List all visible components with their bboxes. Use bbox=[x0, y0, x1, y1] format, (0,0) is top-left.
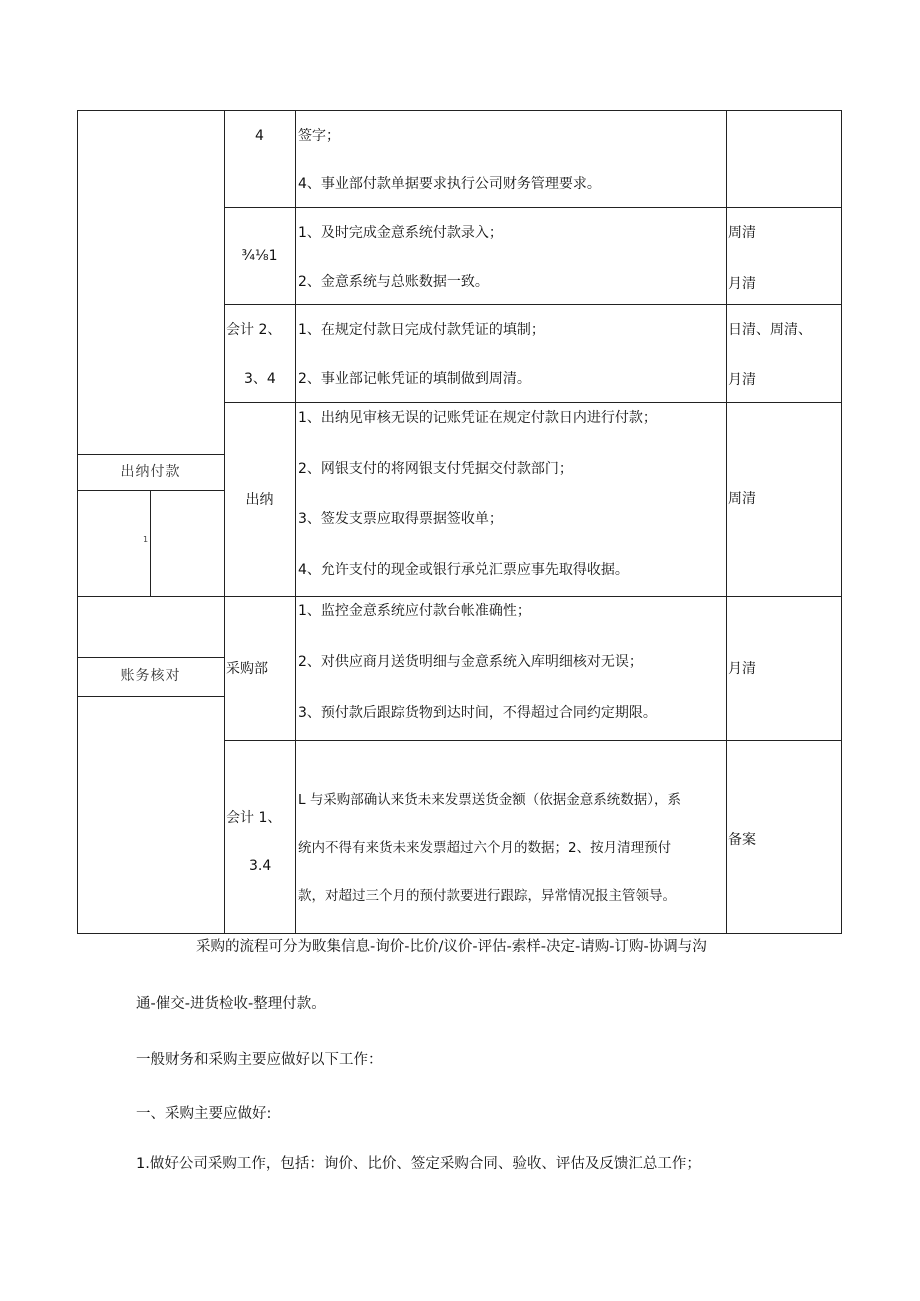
freq-cell: 日清、周清、 bbox=[728, 322, 812, 338]
paragraph-work-intro: 一般财务和采购主要应做好以下工作： bbox=[136, 1052, 383, 1068]
label-reconcile: 账务核对 bbox=[120, 668, 181, 684]
table-border-left bbox=[77, 110, 78, 934]
paragraph-process-line1: 采购的流程可分为畋集信息-询价-比价/议价-评估-索样-决定-请购-订购-协调与沟 bbox=[196, 939, 707, 955]
duty-line: 4、事业部付款单据要求执行公司财务管理要求。 bbox=[298, 176, 601, 192]
freq-cell: 备案 bbox=[728, 832, 756, 848]
table-divider-col3 bbox=[726, 110, 727, 934]
row-sep bbox=[224, 402, 842, 403]
section-heading-procurement: 一、采购主要应做好: bbox=[136, 1106, 272, 1122]
table-divider-col2 bbox=[295, 110, 296, 934]
role-cell: 3、4 bbox=[244, 371, 276, 387]
row-sep bbox=[224, 304, 842, 305]
left-sep bbox=[77, 657, 224, 658]
duty-line: 1、监控金意系统应付款台帐准确性； bbox=[298, 603, 531, 619]
role-cell: 采购部 bbox=[226, 661, 268, 677]
duty-line: 1、及时完成金意系统付款录入； bbox=[298, 225, 503, 241]
table-border-bottom bbox=[77, 933, 842, 934]
list-item-procurement-1: 1.做好公司采购工作，包括：询价、比价、签定采购合同、验收、评估及反馈汇总工作； bbox=[136, 1156, 701, 1172]
duty-line: 2、事业部记帐凭证的填制做到周清。 bbox=[298, 371, 531, 387]
freq-cell: 周清 bbox=[728, 491, 756, 507]
duty-line: 1、出纳见审核无误的记账凭证在规定付款日内进行付款； bbox=[298, 410, 657, 426]
table-inner-divider bbox=[150, 490, 151, 596]
role-cell: 会计 1、 bbox=[226, 810, 282, 826]
freq-cell: 月清 bbox=[728, 661, 756, 677]
duty-line: 2、金意系统与总账数据一致。 bbox=[298, 274, 489, 290]
left-sep bbox=[77, 454, 224, 455]
duty-line: 1、在规定付款日完成付款凭证的填制； bbox=[298, 322, 545, 338]
duty-line: 3、签发支票应取得票据签收单； bbox=[298, 511, 503, 527]
row-sep bbox=[224, 207, 842, 208]
duty-line: 款，对超过三个月的预付款要进行跟踪，异常情况报主管领导。 bbox=[298, 888, 676, 904]
role-cell: ¾⅛1 bbox=[241, 248, 278, 264]
freq-cell: 周清 bbox=[728, 225, 756, 241]
role-cell: 3.4 bbox=[249, 858, 272, 874]
duty-line: 4、允许支付的现金或银行承兑汇票应事先取得收据。 bbox=[298, 562, 629, 578]
left-sep bbox=[77, 490, 224, 491]
role-cell: 会计 2、 bbox=[226, 322, 282, 338]
duty-line: 签字； bbox=[298, 128, 340, 144]
row-sep bbox=[224, 740, 842, 741]
table-divider-col1 bbox=[224, 110, 225, 934]
freq-cell: 月清 bbox=[728, 276, 756, 292]
freq-cell: 月清 bbox=[728, 372, 756, 388]
label-tick: 1 bbox=[143, 535, 149, 544]
duty-line: 3、预付款后跟踪货物到达时间，不得超过合同约定期限。 bbox=[298, 705, 657, 721]
duty-line: 2、对供应商月送货明细与金意系统入库明细核对无误； bbox=[298, 654, 643, 670]
paragraph-process-line2: 通-催交-进货检收-整理付款。 bbox=[136, 996, 326, 1012]
left-sep bbox=[77, 696, 224, 697]
row-sep-full bbox=[77, 596, 842, 597]
duty-line: 统内不得有来货未来发票超过六个月的数据；2、按月清理预付 bbox=[298, 840, 672, 856]
role-cell: 4 bbox=[255, 128, 264, 144]
duty-line: 2、网银支付的将网银支付凭据交付款部门； bbox=[298, 461, 573, 477]
duty-line: L 与采购部确认来货未来发票送货金额（依据金意系统数据），系 bbox=[298, 792, 682, 808]
label-payment: 出纳付款 bbox=[120, 464, 181, 480]
table-border-right bbox=[841, 110, 842, 934]
role-cell: 出纳 bbox=[245, 492, 274, 508]
table-border-top bbox=[77, 110, 842, 111]
